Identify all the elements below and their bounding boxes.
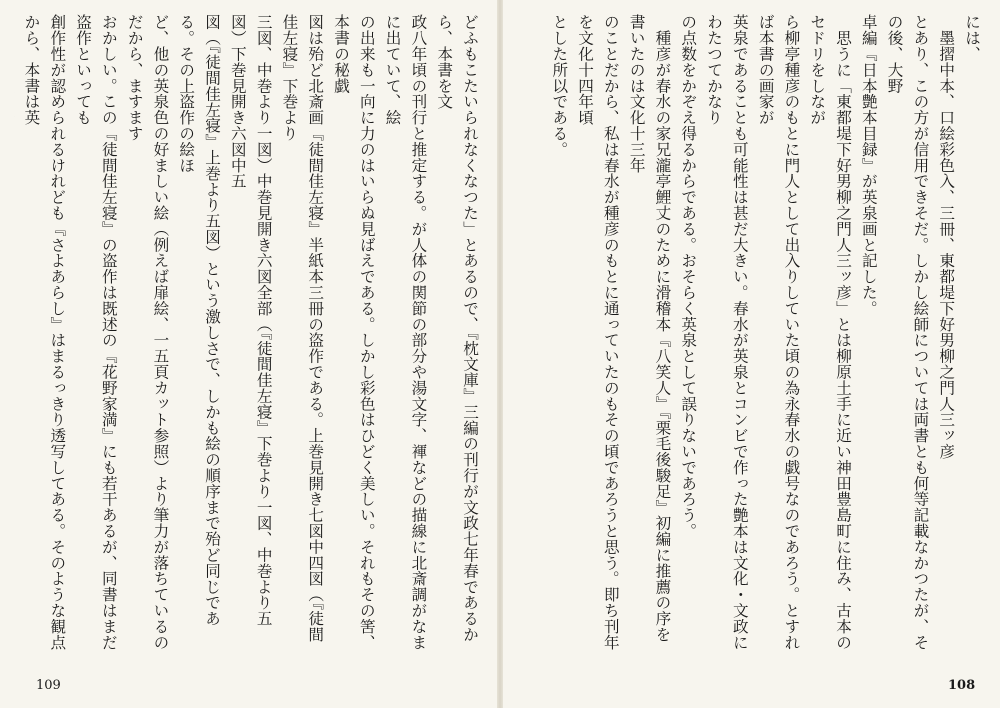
text-line: おかしい。この『徒間佳左寝』の盗作は既述の『花野家満』にも若干あるが、同書はまだ盗作といっても [74, 14, 118, 650]
left-page-text [14, 14, 482, 650]
text-line: どふもこたいられなくなつた」とあるので、『枕文庫』三編の刊行が文政七年春であるから、本書を文 [435, 14, 479, 643]
right-page-text [518, 14, 984, 650]
right-page-number: 108 [948, 678, 976, 693]
text-line: 卓編『日本艶本目録』が英泉画と記した。 [859, 14, 878, 317]
text-line: の出来も一向に力のはいらぬ見ばえである。しかし彩色はひどく美しい。それもその筈、本書の秘戯 [332, 14, 376, 650]
section-heading [518, 14, 520, 650]
text-line: 墨摺中本、口絵彩色入、三冊、東都堤下好男柳之門人三ッ彦 [937, 14, 956, 460]
text-line: 創作性が認められるけれども『さよあらし』はまるっきり透写してある。そのような観点から、本書は英 [22, 14, 67, 650]
text-line: ら柳亭種彦のもとに門人として出入りしていた頃の為永春水の戯号なのであろう。とすれば本書の画家が [756, 14, 801, 650]
text-line: 思うに「東都堤下好男柳之門人三ッ彦」とは柳原土手に近い神田豊島町に住み、古本のセドリをしなが [808, 14, 853, 650]
text-line: 図は殆ど北斎画『徒間佳左寝』半紙本三冊の盗作である。上巻見開き七図中四図（『徒間佳左寝』下巻より [280, 14, 325, 643]
left-page-number: 109 [36, 678, 61, 693]
text-line: には、 [963, 14, 981, 62]
text-line: とあり、この方が信用できそだ。しかし絵師については両書とも何等記載なかつたが、その後、大野 [885, 14, 930, 650]
text-line: のことだから、私は春水が種彦のもとに通っていたのもその頃であろうと思う。即ち刊年を文化十四年頃 [576, 14, 620, 650]
text-line: 種彦が春水の家兄瀧亭鯉丈のために滑稽本『八笑人』『栗毛後駿足』初編に推薦の序を書いたのは文化十三年 [627, 14, 672, 643]
text-line: 図（『徒間佳左寝』上巻より五図）という激しさで、しかも絵の順序まで殆ど同じである。その上盗作の絵ほ [177, 14, 222, 627]
text-line: とした所以である。 [550, 14, 569, 158]
text-line: 政八年頃の刊行と推定する。が人体の関節の部分や湯文字、褌などの描線に北斎調がなまに出ていて、絵 [383, 14, 428, 650]
text-line: の点数をかぞえ得るからである。おそらく英泉として誤りないであろう。 [679, 14, 698, 539]
text-line [520, 14, 546, 650]
text-line: 三図、中巻より一図）中巻見開き六図全部（『徒間佳左寝』下巻より一図、中巻より五図）下巻見開き六図中五 [228, 14, 273, 627]
text-line: ど、他の英泉色の好ましい絵（例えば扉絵、一五頁カット参照）より筆力が落ちているのだから、ますます [125, 14, 170, 650]
right-page [500, 0, 1000, 708]
text-line: 英泉であることも可能性は甚だ大きい。春水が英泉とコンビで作った艶本は文化・文政にわたつてかなり [705, 14, 749, 650]
text-line [14, 14, 18, 650]
